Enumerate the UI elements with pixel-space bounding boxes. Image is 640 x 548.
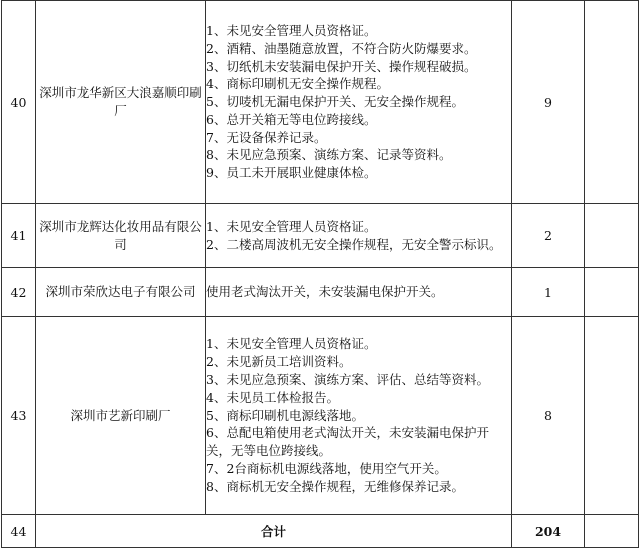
issue-item: 5、切唛机无漏电保护开关、无安全操作规程。: [206, 94, 464, 110]
issue-list: [206, 268, 512, 317]
remark-cell: [585, 268, 639, 317]
table-row: [2, 204, 639, 268]
table-row: [2, 268, 639, 317]
company-name: 深圳市龙华新区大浪嘉顺印刷厂: [36, 1, 206, 204]
total-label: 合计: [36, 515, 512, 548]
table-row: [2, 317, 639, 515]
total-row: [2, 515, 639, 548]
issue-item: 使用老式淘汰开关，未安装漏电保护开关。: [206, 284, 444, 300]
remark-cell: [585, 1, 639, 204]
issue-item: 3、未见应急预案、演练方案、评估、总结等资料。: [206, 372, 489, 387]
company-name: 深圳市龙辉达化妆用品有限公司: [36, 204, 206, 268]
inspection-table: [1, 0, 639, 548]
row-number: 42: [2, 268, 36, 317]
row-number: 41: [2, 204, 36, 268]
table-row: [2, 1, 639, 204]
remark-cell: [585, 317, 639, 515]
issue-item: 9、员工未开展职业健康体检。: [206, 165, 377, 181]
issue-item: 8、商标机无安全操作规程，无维修保养记录。: [206, 478, 464, 494]
remark-cell: [585, 515, 639, 548]
issue-item: 1、未见安全管理人员资格证。: [206, 218, 377, 234]
row-number: 40: [2, 1, 36, 204]
issue-item: 7、2台商标机电源线落地，使用空气开关。: [206, 460, 447, 476]
issue-list: [206, 317, 512, 515]
issue-item: 3、切纸机未安装漏电保护开关、操作规程破损。: [206, 58, 477, 74]
issue-item: 4、商标印刷机无安全操作规程。: [206, 76, 389, 92]
issue-item: 6、总配电箱使用老式淘汰开关，未安装漏电保护开关，无等电位跨接线。: [206, 425, 489, 459]
issue-item: 6、总开关箱无等电位跨接线。: [206, 111, 377, 127]
company-name: 深圳市艺新印刷厂: [36, 317, 206, 515]
issue-count: 1: [512, 268, 585, 317]
issue-item: 2、二楼高周波机无安全操作规程，无安全警示标识。: [206, 236, 502, 252]
row-number: 43: [2, 317, 36, 515]
issue-item: 1、未见安全管理人员资格证。: [206, 22, 377, 38]
issue-item: 4、未见员工体检报告。: [206, 389, 339, 405]
total-count: 204: [512, 515, 585, 548]
issue-count: 8: [512, 317, 585, 515]
issue-list: [206, 1, 512, 204]
remark-cell: [585, 204, 639, 268]
issue-count: 2: [512, 204, 585, 268]
issue-item: 2、酒精、油墨随意放置，不符合防火防爆要求。: [206, 40, 477, 56]
issue-item: 8、未见应急预案、演练方案、记录等资料。: [206, 147, 452, 163]
issue-list: [206, 204, 512, 268]
issue-item: 7、无设备保养记录。: [206, 129, 327, 145]
company-name: 深圳市荣欣达电子有限公司: [36, 268, 206, 317]
issue-item: 2、未见新员工培训资料。: [206, 354, 352, 370]
row-number: 44: [2, 515, 36, 548]
issue-item: 1、未见安全管理人员资格证。: [206, 336, 377, 352]
issue-count: 9: [512, 1, 585, 204]
issue-item: 5、商标印刷机电源线落地。: [206, 407, 364, 423]
